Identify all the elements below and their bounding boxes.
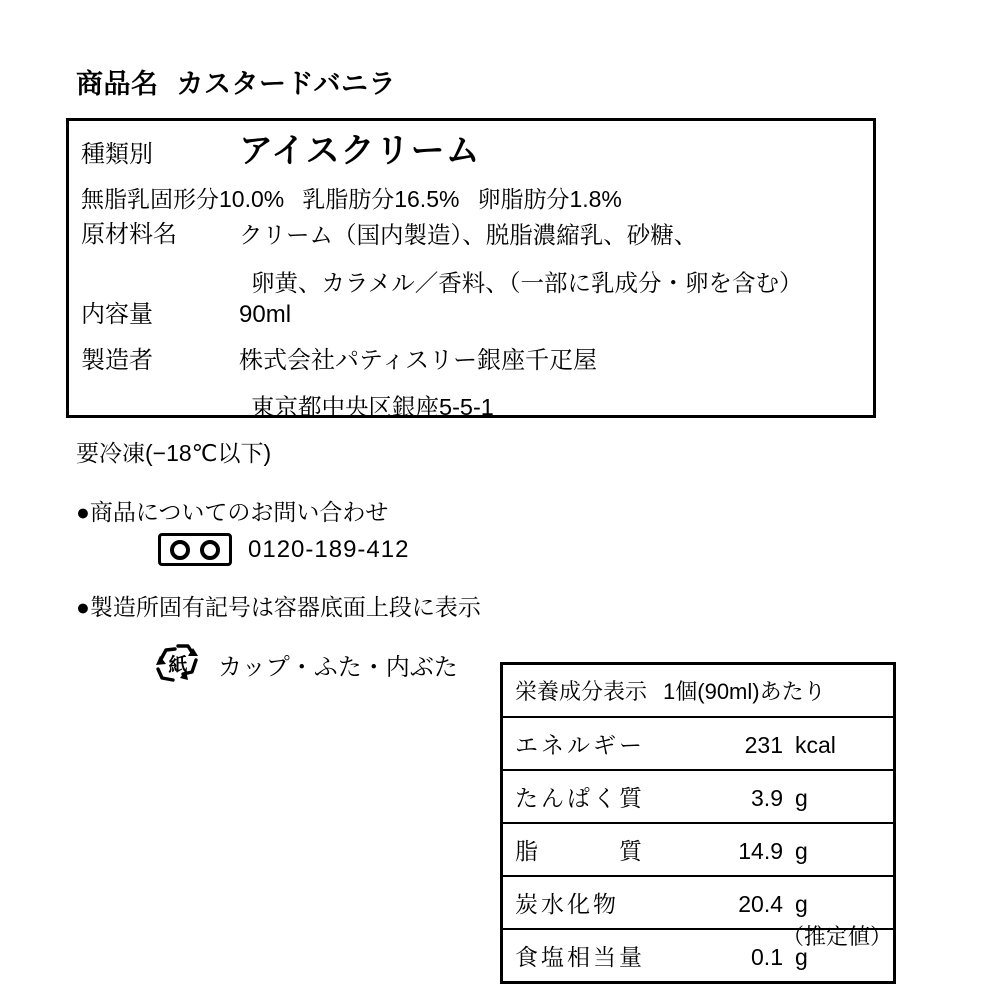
table-row <box>503 718 893 771</box>
nutrient-name: エネルギー <box>515 732 645 758</box>
volume-label: 内容量 <box>81 301 153 328</box>
table-row <box>503 771 893 824</box>
nutrient-unit: g <box>795 891 808 917</box>
table-row <box>503 824 893 877</box>
contact-phone-number: 0120-189-412 <box>248 535 410 563</box>
paper-recycle-icon <box>152 640 204 688</box>
product-name-line <box>76 62 396 101</box>
nutrient-value: 3.9 <box>751 785 783 811</box>
maker-value-line2: 東京都中央区銀座5-5-1 <box>251 393 494 420</box>
product-name-label: 商品名 <box>76 69 159 99</box>
ingredients-label: 原材料名 <box>81 221 177 248</box>
egg-fat: 卵脂肪分1.8% <box>477 186 622 212</box>
maker-value-line1: 株式会社パティスリー銀座千疋屋 <box>239 347 598 374</box>
type-value: アイスクリーム <box>239 132 481 170</box>
ingredient-info-table <box>66 118 876 418</box>
nutrient-value: 0.1 <box>751 944 783 970</box>
nutrition-title: 栄養成分表示 <box>515 679 648 704</box>
type-label: 種類別 <box>81 141 153 168</box>
nutrition-header <box>503 665 893 718</box>
maker-label: 製造者 <box>81 347 153 374</box>
storage-instruction: 要冷凍(−18℃以下) <box>76 440 272 466</box>
nutrient-value: 20.4 <box>738 891 783 917</box>
nutrient-unit: kcal <box>795 732 836 758</box>
factory-code-note: ●製造所固有記号は容器底面上段に表示 <box>76 594 481 620</box>
fat-content-line <box>81 181 640 214</box>
ingredients-value-line1: クリーム（国内製造）、脱脂濃縮乳、砂糖、 <box>239 222 698 248</box>
milk-fat: 乳脂肪分16.5% <box>302 186 460 212</box>
nutrient-unit: g <box>795 838 808 864</box>
contact-row <box>158 533 409 566</box>
table-row-volume <box>69 301 873 330</box>
free-dial-icon <box>158 533 232 566</box>
recycle-icon-text: 紙 <box>168 655 188 676</box>
nutrient-unit: g <box>795 785 808 811</box>
nutrient-name: たんぱく質 <box>515 785 645 811</box>
nutrient-name: 炭水化物 <box>515 891 619 917</box>
ingredients-value-line2: 卵黄、カラメル／香料、（一部に乳成分・卵を含む） <box>251 269 803 296</box>
contact-heading: ●商品についてのお問い合わせ <box>76 499 389 525</box>
nutrition-footnote: （推定値） <box>781 924 892 949</box>
product-name-value: カスタードバニラ <box>176 69 396 99</box>
table-row-ingredients <box>69 221 873 298</box>
nutrient-name: 食塩相当量 <box>515 944 645 970</box>
volume-value: 90ml <box>239 301 292 328</box>
nutrient-value: 231 <box>744 732 783 758</box>
nutrient-unit: g <box>795 944 808 970</box>
table-row-type <box>69 131 873 172</box>
nonfat-milk-solids: 無脂乳固形分10.0% <box>81 186 285 212</box>
nutrient-value: 14.9 <box>738 838 783 864</box>
table-row-maker <box>69 347 873 422</box>
recycle-parts-label: カップ・ふた・内ぶた <box>218 653 458 681</box>
recycle-row <box>152 640 458 688</box>
nutrient-name: 脂 質 <box>515 838 645 864</box>
nutrition-basis: 1個(90ml)あたり <box>663 679 826 704</box>
